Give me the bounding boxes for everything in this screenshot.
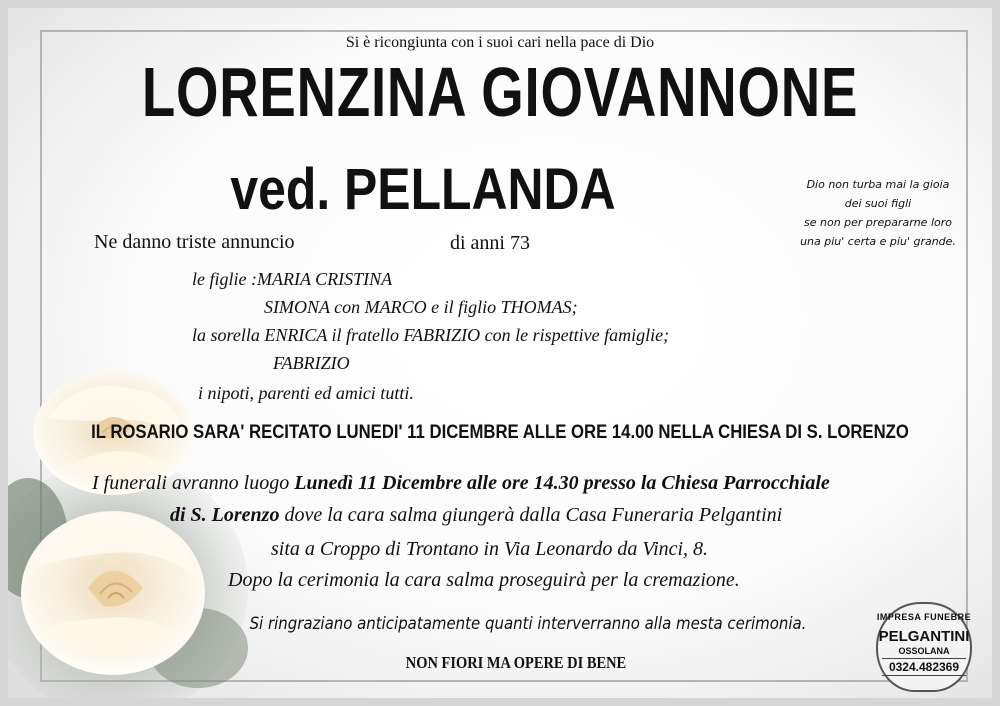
deceased-name: LORENZINA GIOVANNONE (141, 53, 859, 131)
announcement-text: Ne danno triste annuncio (94, 231, 295, 253)
logo-top-text: IMPRESA FUNEBRE (876, 612, 972, 622)
age-text: di anni 73 (450, 232, 530, 254)
funeral-line-1 (92, 472, 830, 495)
quote-line: Dio non turba mai la gioia (806, 178, 950, 191)
family-line: FABRIZIO (273, 353, 350, 373)
family-line: le figlie :MARIA CRISTINA (192, 269, 393, 289)
family-line: la sorella ENRICA il fratello FABRIZIO con le rispettive famiglie; (192, 325, 670, 345)
obituary-sheet (8, 8, 992, 698)
thanks-text: Si ringraziano anticipatamente quanti interverranno alla mesta cerimonia. (249, 614, 807, 634)
no-flowers-text: NON FIORI MA OPERE DI BENE (405, 653, 627, 672)
logo-name-text: PELGANTINI (878, 628, 970, 645)
funeral-line-4: Dopo la cerimonia la cara salma proseguirà per la cremazione. (228, 569, 740, 591)
logo-city-text: OSSOLANA (898, 646, 950, 656)
quote-block (778, 175, 978, 251)
logo-phone-text: 0324.482369 (882, 658, 966, 676)
quote-line: una piu' certa e piu' grande. (800, 235, 956, 248)
funeral-text: I funerali avranno luogo (92, 472, 295, 494)
funeral-text: dove la cara salma giungerà dalla Casa Funeraria Pelgantini (279, 504, 783, 526)
married-name: ved. PELLANDA (230, 157, 616, 222)
quote-line: se non per prepararne loro (804, 216, 952, 229)
funeral-line-3: sita a Croppo di Trontano in Via Leonardo da Vinci, 8. (271, 538, 709, 560)
rosary-notice: IL ROSARIO SARA' RECITATO LUNEDI' 11 DICEMBRE ALLE ORE 14.00 NELLA CHIESA DI S. LORENZO (91, 422, 909, 443)
family-line: SIMONA con MARCO e il figlio THOMAS; (264, 297, 578, 317)
quote-line: dei suoi figli (844, 197, 912, 210)
funeral-line-2 (170, 504, 782, 527)
intro-line: Si è ricongiunta con i suoi cari nella pace di Dio (345, 34, 655, 51)
funeral-church: di S. Lorenzo (170, 504, 280, 526)
funeral-date: Lunedì 11 Dicembre alle ore 14.30 presso la Chiesa Parrocchiale (294, 472, 830, 494)
funeral-home-logo (876, 602, 972, 692)
family-line: i nipoti, parenti ed amici tutti. (198, 383, 414, 403)
